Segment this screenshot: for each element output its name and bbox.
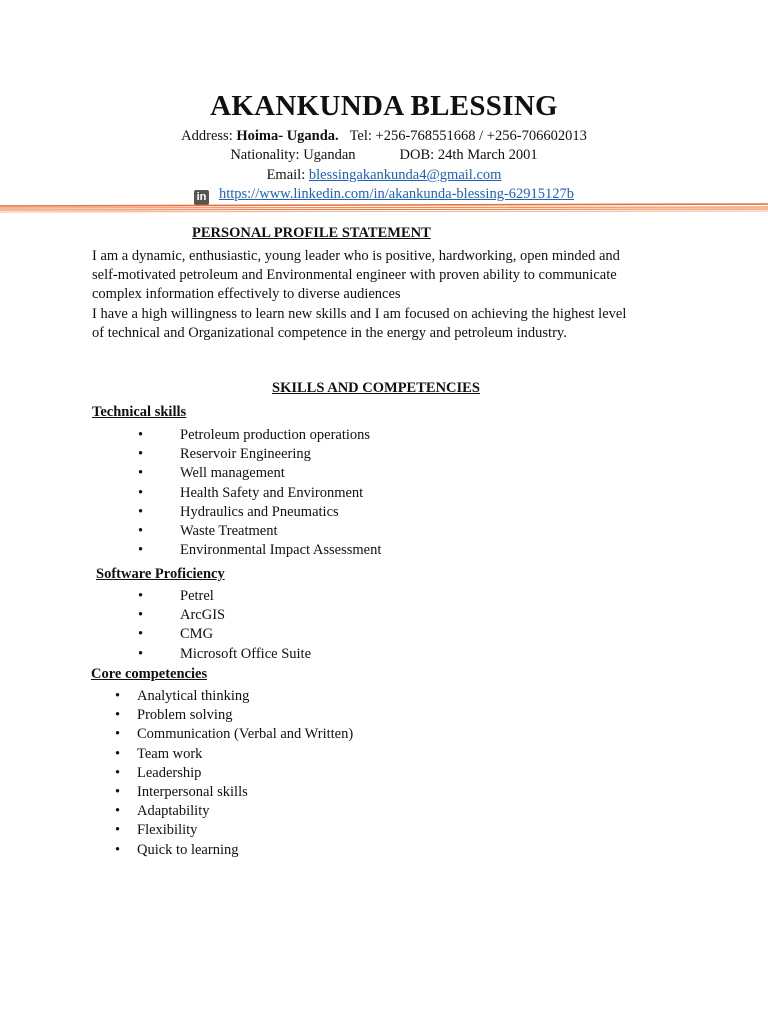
- list-item: • Health Safety and Environment: [138, 484, 364, 501]
- list-item: • Reservoir Engineering: [138, 446, 311, 463]
- list-item: • Waste Treatment: [138, 522, 278, 539]
- list-item: • Interpersonal skills: [115, 783, 248, 800]
- technical-skills-title: Technical skills: [92, 404, 187, 420]
- email-line: [0, 167, 768, 184]
- nationality: Nationality: Ugandan: [230, 147, 356, 163]
- skills-heading: SKILLS AND COMPETENCIES: [272, 380, 480, 396]
- email-label: Email:: [266, 167, 306, 183]
- telephone: Tel: +256-768551668 / +256-706602013: [349, 128, 587, 144]
- core-competencies-title: Core competencies: [91, 666, 208, 682]
- candidate-name: AKANKUNDA BLESSING: [210, 90, 558, 122]
- list-item: • Communication (Verbal and Written): [115, 726, 354, 743]
- address-value: Hoima- Uganda.: [236, 128, 339, 144]
- address-line: [0, 128, 768, 145]
- technical-skills-list: [92, 426, 381, 560]
- linkedin-icon: in: [194, 190, 209, 205]
- list-item: • Well management: [138, 465, 285, 482]
- software-list: [92, 587, 311, 664]
- profile-statement: [92, 247, 682, 343]
- list-item: • Adaptability: [115, 803, 210, 820]
- profile-line: of technical and Organizational competence in the energy and petroleum industry.: [92, 324, 567, 341]
- list-item: • ArcGIS: [138, 607, 226, 624]
- profile-line: I am a dynamic, enthusiastic, young leader who is positive, hardworking, open minded and: [92, 248, 620, 264]
- list-item: • Hydraulics and Pneumatics: [138, 503, 339, 520]
- list-item: • Petroleum production operations: [138, 427, 371, 443]
- list-item: • Analytical thinking: [115, 688, 250, 704]
- header-divider: [0, 201, 768, 215]
- list-item: • CMG: [138, 626, 214, 643]
- list-item: • Problem solving: [115, 707, 233, 724]
- list-item: • Environmental Impact Assessment: [138, 542, 382, 559]
- list-item: • Quick to learning: [115, 841, 239, 858]
- list-item: • Flexibility: [115, 822, 198, 839]
- list-item: • Leadership: [115, 764, 202, 781]
- nationality-line: [0, 147, 768, 164]
- profile-line: self-motivated petroleum and Environmental engineer with proven ability to communicate: [92, 267, 617, 284]
- core-competencies-list: [92, 687, 353, 860]
- list-item: • Microsoft Office Suite: [138, 645, 312, 662]
- profile-line: complex information effectively to diverse audiences: [92, 286, 401, 303]
- software-proficiency-title: Software Proficiency: [96, 566, 225, 582]
- email-link[interactable]: blessingakankunda4@gmail.com: [308, 167, 502, 183]
- linkedin-link[interactable]: https://www.linkedin.com/in/akankunda-blessing-62915127b: [218, 186, 575, 202]
- profile-heading: PERSONAL PROFILE STATEMENT: [192, 225, 431, 241]
- date-of-birth: DOB: 24th March 2001: [399, 147, 538, 163]
- list-item: • Team work: [115, 745, 203, 762]
- address-label: Address:: [181, 128, 233, 144]
- list-item: • Petrel: [138, 588, 214, 604]
- profile-line: I have a high willingness to learn new skills and I am focused on achieving the highest level: [92, 305, 627, 322]
